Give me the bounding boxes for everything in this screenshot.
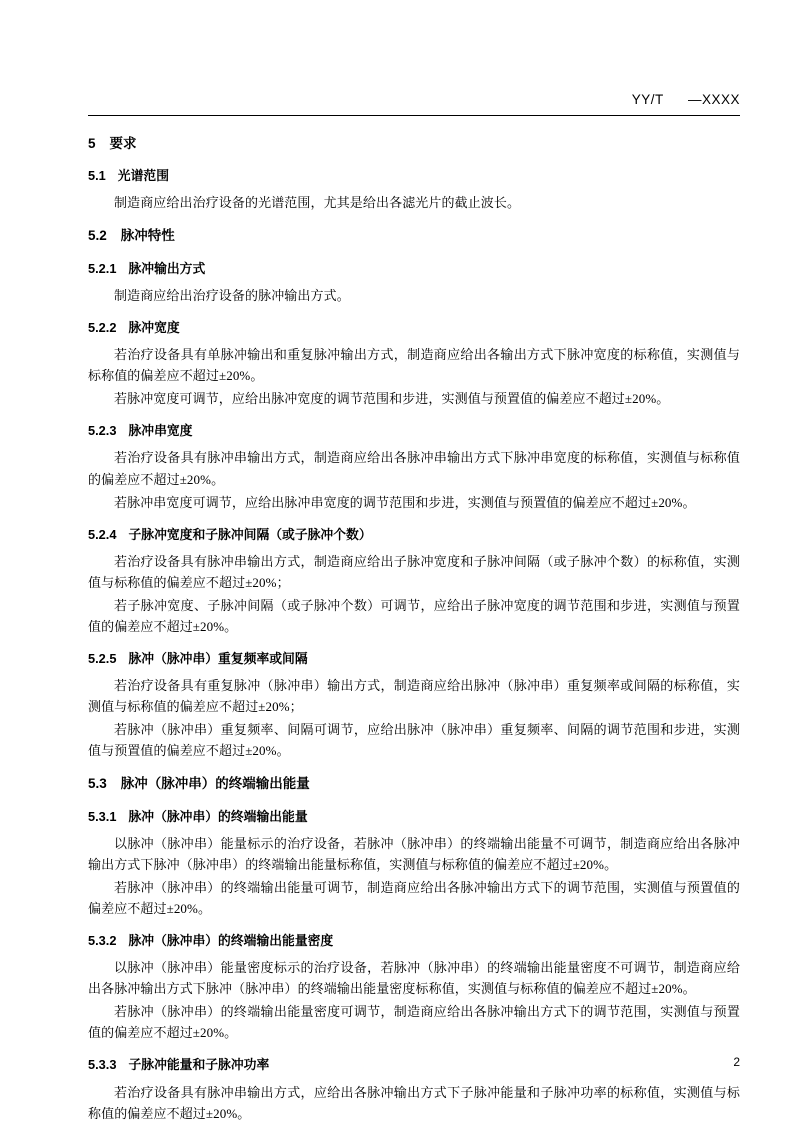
section-number: 5.2.2 bbox=[88, 319, 117, 335]
paragraph: 若治疗设备具有单脉冲输出和重复脉冲输出方式，制造商应给出各输出方式下脉冲宽度的标称值，实测值与标称值的偏差应不超过±20%。 bbox=[88, 347, 740, 384]
section-number: 5.2.5 bbox=[88, 651, 117, 666]
paragraph: 若脉冲（脉冲串）的终端输出能量可调节，制造商应给出各脉冲输出方式下的调节范围，实测值与预置值的偏差应不超过±20%。 bbox=[88, 879, 740, 916]
section-title: 脉冲宽度 bbox=[128, 319, 180, 335]
paragraph: 以脉冲（脉冲串）能量密度标示的治疗设备，若脉冲（脉冲串）的终端输出能量密度不可调节，制造商应给出各脉冲输出方式下脉冲（脉冲串）的终端输出能量密度标称值，实测值与标称值的偏差应不超过±20%。 bbox=[88, 960, 740, 997]
section-number: 5.2 bbox=[88, 228, 107, 244]
section-title: 子脉冲宽度和子脉冲间隔（或子脉冲个数） bbox=[128, 526, 372, 542]
section-title: 脉冲输出方式 bbox=[128, 260, 206, 276]
standard-code: YY/T bbox=[631, 92, 664, 107]
document-body bbox=[88, 134, 740, 1124]
header-divider bbox=[88, 115, 740, 116]
section-title: 光谱范围 bbox=[117, 168, 169, 184]
section-heading bbox=[88, 649, 740, 668]
section-heading bbox=[88, 807, 740, 826]
section-heading bbox=[88, 774, 740, 794]
section-heading bbox=[88, 931, 740, 950]
section-title: 脉冲特性 bbox=[120, 228, 175, 244]
paragraph: 制造商应给出治疗设备的光谱范围，尤其是给出各滤光片的截止波长。 bbox=[114, 195, 521, 211]
paragraph: 若脉冲（脉冲串）重复频率、间隔可调节，应给出脉冲（脉冲串）重复频率、间隔的调节范围和步进，实测值与预置值的偏差应不超过±20%。 bbox=[88, 722, 740, 759]
page-content bbox=[88, 92, 740, 1126]
paragraph: 若脉冲串宽度可调节，应给出脉冲串宽度的调节范围和步进，实测值与预置值的偏差应不超过±20%。 bbox=[114, 494, 696, 510]
section-number: 5 bbox=[88, 136, 96, 151]
section-title: 脉冲（脉冲串）的终端输出能量密度 bbox=[128, 933, 334, 948]
section-heading bbox=[88, 1055, 740, 1074]
section-title: 脉冲（脉冲串）的终端输出能量 bbox=[120, 776, 310, 792]
section-heading bbox=[88, 318, 740, 337]
section-number: 5.3.1 bbox=[88, 808, 117, 824]
paragraph: 若治疗设备具有脉冲串输出方式，制造商应给出各脉冲串输出方式下脉冲串宽度的标称值，实测值与标称值的偏差应不超过±20%。 bbox=[88, 450, 740, 487]
section-number: 5.2.3 bbox=[88, 423, 117, 439]
section-number: 5.3.2 bbox=[88, 933, 117, 948]
section-heading bbox=[88, 226, 740, 246]
standard-number: —XXXX bbox=[687, 92, 740, 107]
paragraph: 若脉冲宽度可调节，应给出脉冲宽度的调节范围和步进，实测值与预置值的偏差应不超过±20%。 bbox=[114, 391, 670, 407]
section-title: 脉冲（脉冲串）重复频率或间隔 bbox=[128, 651, 308, 666]
section-number: 5.1 bbox=[88, 168, 106, 184]
section-heading bbox=[88, 525, 740, 544]
paragraph: 若治疗设备具有脉冲串输出方式，应给出各脉冲输出方式下子脉冲能量和子脉冲功率的标称值，实测值与标称值的偏差应不超过±20%。 bbox=[88, 1084, 740, 1121]
paragraph: 若治疗设备具有脉冲串输出方式，制造商应给出子脉冲宽度和子脉冲间隔（或子脉冲个数）的标称值，实测值与标称值的偏差应不超过±20%； bbox=[88, 553, 740, 590]
section-title: 子脉冲能量和子脉冲功率 bbox=[128, 1057, 270, 1073]
section-title: 脉冲串宽度 bbox=[128, 423, 193, 439]
paragraph: 制造商应给出治疗设备的脉冲输出方式。 bbox=[114, 287, 350, 303]
page-number: 2 bbox=[733, 1055, 740, 1069]
section-number: 5.2.1 bbox=[88, 260, 117, 276]
paragraph: 若脉冲（脉冲串）的终端输出能量密度可调节，制造商应给出各脉冲输出方式下的调节范围，实测值与预置值的偏差应不超过±20%。 bbox=[88, 1004, 740, 1041]
paragraph: 若子脉冲宽度、子脉冲间隔（或子脉冲个数）可调节，应给出子脉冲宽度的调节范围和步进，实测值与预置值的偏差应不超过±20%。 bbox=[88, 597, 740, 634]
section-title: 要求 bbox=[109, 136, 137, 151]
paragraph: 以脉冲（脉冲串）能量标示的治疗设备，若脉冲（脉冲串）的终端输出能量不可调节，制造商应给出各脉冲输出方式下脉冲（脉冲串）的终端输出能量标称值，实测值与标称值的偏差应不超过±20%。 bbox=[88, 835, 740, 872]
section-number: 5.2.4 bbox=[88, 526, 117, 542]
section-heading bbox=[88, 421, 740, 440]
section-heading bbox=[88, 134, 740, 154]
paragraph: 若治疗设备具有重复脉冲（脉冲串）输出方式，制造商应给出脉冲（脉冲串）重复频率或间隔的标称值，实测值与标称值的偏差应不超过±20%； bbox=[88, 678, 740, 715]
page-header bbox=[88, 92, 740, 111]
section-heading bbox=[88, 166, 740, 185]
section-title: 脉冲（脉冲串）的终端输出能量 bbox=[128, 808, 308, 824]
section-number: 5.3 bbox=[88, 776, 107, 792]
section-heading bbox=[88, 259, 740, 278]
section-number: 5.3.3 bbox=[88, 1057, 117, 1073]
